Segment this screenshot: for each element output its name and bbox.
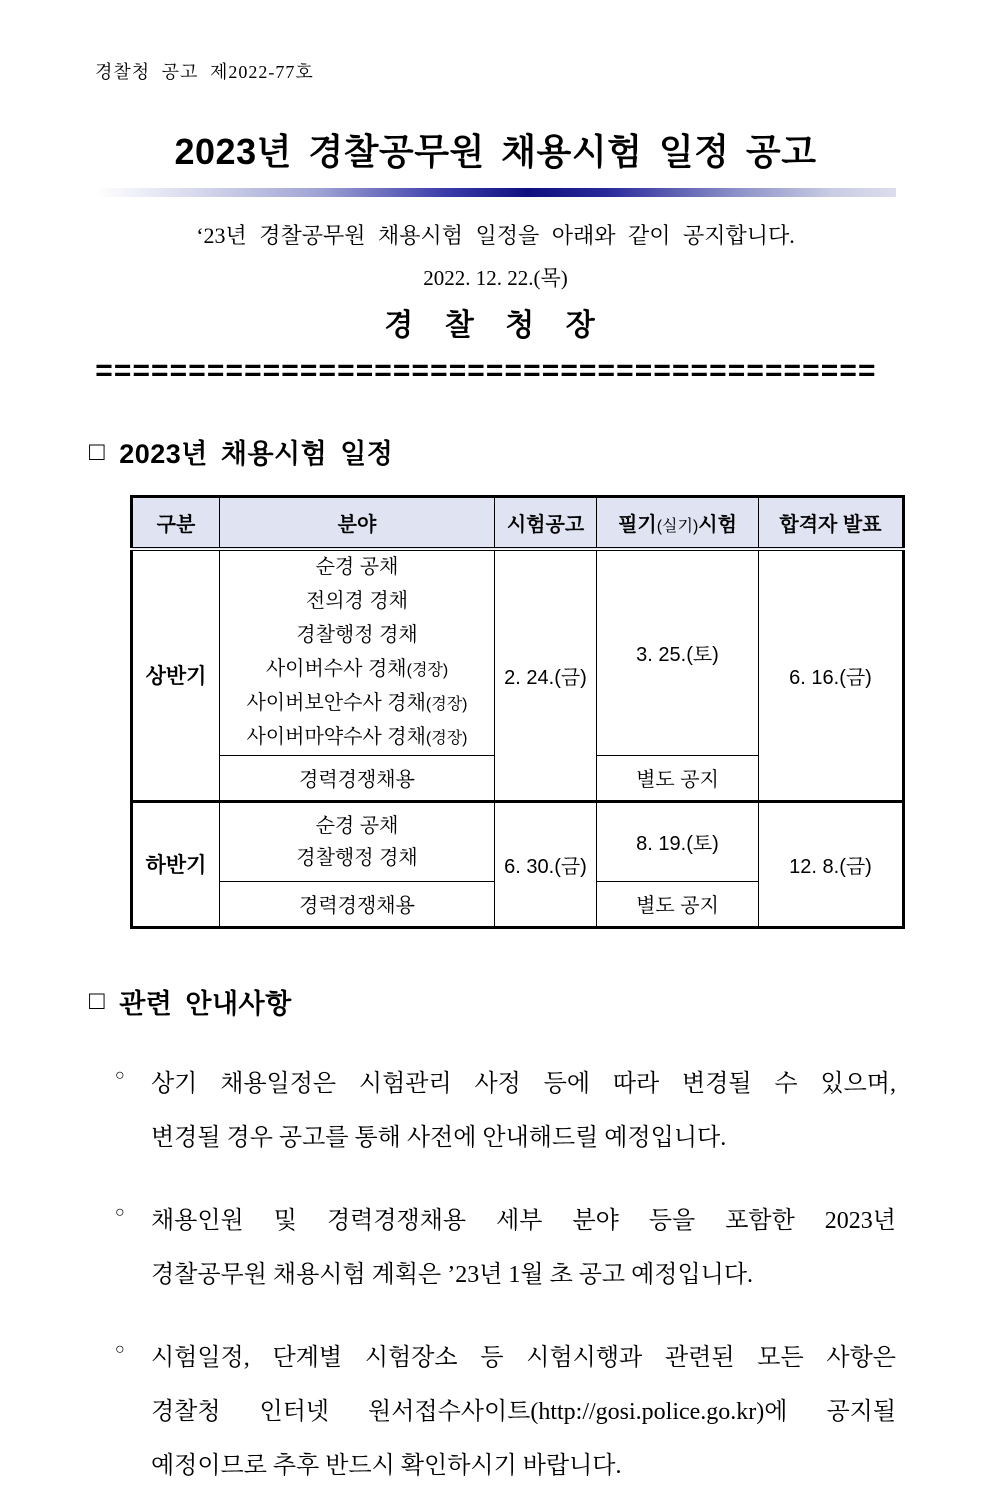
field-text: 사이버보안수사 경채 — [246, 691, 426, 714]
schedule-section-heading — [89, 432, 896, 471]
bullet-text — [151, 1194, 896, 1302]
pass-date-h1: 6. 16.(금) — [759, 549, 904, 802]
field-suffix: (경장) — [425, 729, 468, 747]
notice-number: 경찰청 공고 제2022-77호 — [95, 62, 314, 82]
commissioner-signature: 경 찰 청 장 — [384, 309, 607, 342]
field-text: 순경 공채 — [315, 814, 399, 837]
table-row-h1-main — [132, 549, 904, 756]
period-cell-h1: 상반기 — [132, 549, 220, 802]
career-exam-h1: 별도 공지 — [597, 755, 759, 801]
bullet-line: 채용인원 및 경력경쟁채용 세부 분야 등을 포함한 2023년 — [151, 1207, 896, 1234]
field-item — [220, 721, 494, 755]
pass-date-h2: 12. 8.(금) — [759, 801, 904, 927]
fields-cell-h2 — [220, 801, 495, 881]
written-exam-date-h1: 3. 25.(토) — [597, 549, 759, 756]
header-notice: 시험공고 — [495, 497, 597, 549]
field-item — [220, 842, 494, 874]
list-item — [115, 1057, 896, 1165]
intro-text: ‘23년 경찰공무원 채용시험 일정을 아래와 같이 공지합니다. — [196, 223, 795, 248]
field-item — [220, 619, 494, 653]
field-text: 전의경 경채 — [305, 589, 409, 612]
title-gradient-rule — [95, 188, 896, 197]
section-marker-square-icon: □ — [89, 985, 106, 1015]
guidance-section-heading-label: 관련 안내사항 — [119, 988, 292, 1019]
header-bunya: 분야 — [220, 497, 495, 549]
field-suffix: (경장) — [406, 661, 449, 679]
field-item — [220, 551, 494, 585]
section-marker-square-icon: □ — [89, 435, 106, 466]
schedule-table — [130, 495, 905, 929]
notice-date-h2: 6. 30.(금) — [495, 801, 597, 927]
bullet-line: 시험일정, 단계별 시험장소 등 시험시행과 관련된 모든 사항은 — [151, 1344, 896, 1371]
page-title: 2023년 경찰공무원 채용시험 일정 공고 — [174, 131, 817, 172]
period-cell-h2: 하반기 — [132, 801, 220, 927]
career-exam-h2: 별도 공지 — [597, 881, 759, 927]
circle-bullet-icon: ○ — [115, 1340, 125, 1358]
list-item — [115, 1194, 896, 1302]
table-header-row — [132, 497, 904, 549]
header-written-exam — [597, 497, 759, 549]
career-cell-h2: 경력경쟁채용 — [220, 881, 495, 927]
bullet-line: 상기 채용일정은 시험관리 사정 등에 따라 변경될 수 있으며, — [151, 1070, 896, 1097]
bullet-line: 변경될 경우 공고를 통해 사전에 안내해드릴 예정입니다. — [151, 1124, 727, 1151]
header-pass: 합격자 발표 — [759, 497, 904, 549]
guidance-bullets — [95, 1057, 896, 1493]
list-item — [115, 1331, 896, 1493]
bullet-line: 예정이므로 추후 반드시 확인하시기 바랍니다. — [151, 1452, 622, 1479]
circle-bullet-icon: ○ — [115, 1066, 125, 1084]
bullet-text — [151, 1331, 896, 1493]
field-item — [220, 810, 494, 842]
field-item — [220, 653, 494, 687]
bullet-text — [151, 1057, 896, 1165]
written-exam-date-h2: 8. 19.(토) — [597, 801, 759, 881]
bullet-line: 경찰공무원 채용시험 계획은 ’23년 1월 초 공고 예정입니다. — [151, 1261, 754, 1288]
equals-divider: ========================================== — [95, 358, 877, 388]
career-cell-h1: 경력경쟁채용 — [220, 755, 495, 801]
field-item — [220, 585, 494, 619]
circle-bullet-icon: ○ — [115, 1203, 125, 1221]
field-text: 순경 공채 — [315, 555, 399, 578]
announce-date: 2022. 12. 22.(목) — [423, 266, 568, 290]
table-row-h2-main — [132, 801, 904, 881]
field-text: 경찰행정 경채 — [296, 846, 418, 869]
header-gubun: 구분 — [132, 497, 220, 549]
guidance-section-heading — [89, 982, 896, 1021]
field-text: 사이버마약수사 경채 — [246, 725, 426, 748]
bullet-line: 경찰청 인터넷 원서접수사이트(http://gosi.police.go.kr)에 공지될 — [151, 1398, 896, 1425]
field-text: 경찰행정 경채 — [296, 623, 418, 646]
field-text: 사이버수사 경채 — [265, 657, 407, 680]
header-written-exam-pre: 필기 — [618, 513, 657, 536]
field-item — [220, 687, 494, 721]
fields-cell-h1 — [220, 549, 495, 756]
header-written-exam-small: (실기) — [656, 517, 699, 535]
schedule-section-heading-label: 2023년 채용시험 일정 — [119, 439, 394, 469]
header-written-exam-post: 시험 — [698, 513, 737, 536]
notice-date-h1: 2. 24.(금) — [495, 549, 597, 802]
field-suffix: (경장) — [425, 695, 468, 713]
